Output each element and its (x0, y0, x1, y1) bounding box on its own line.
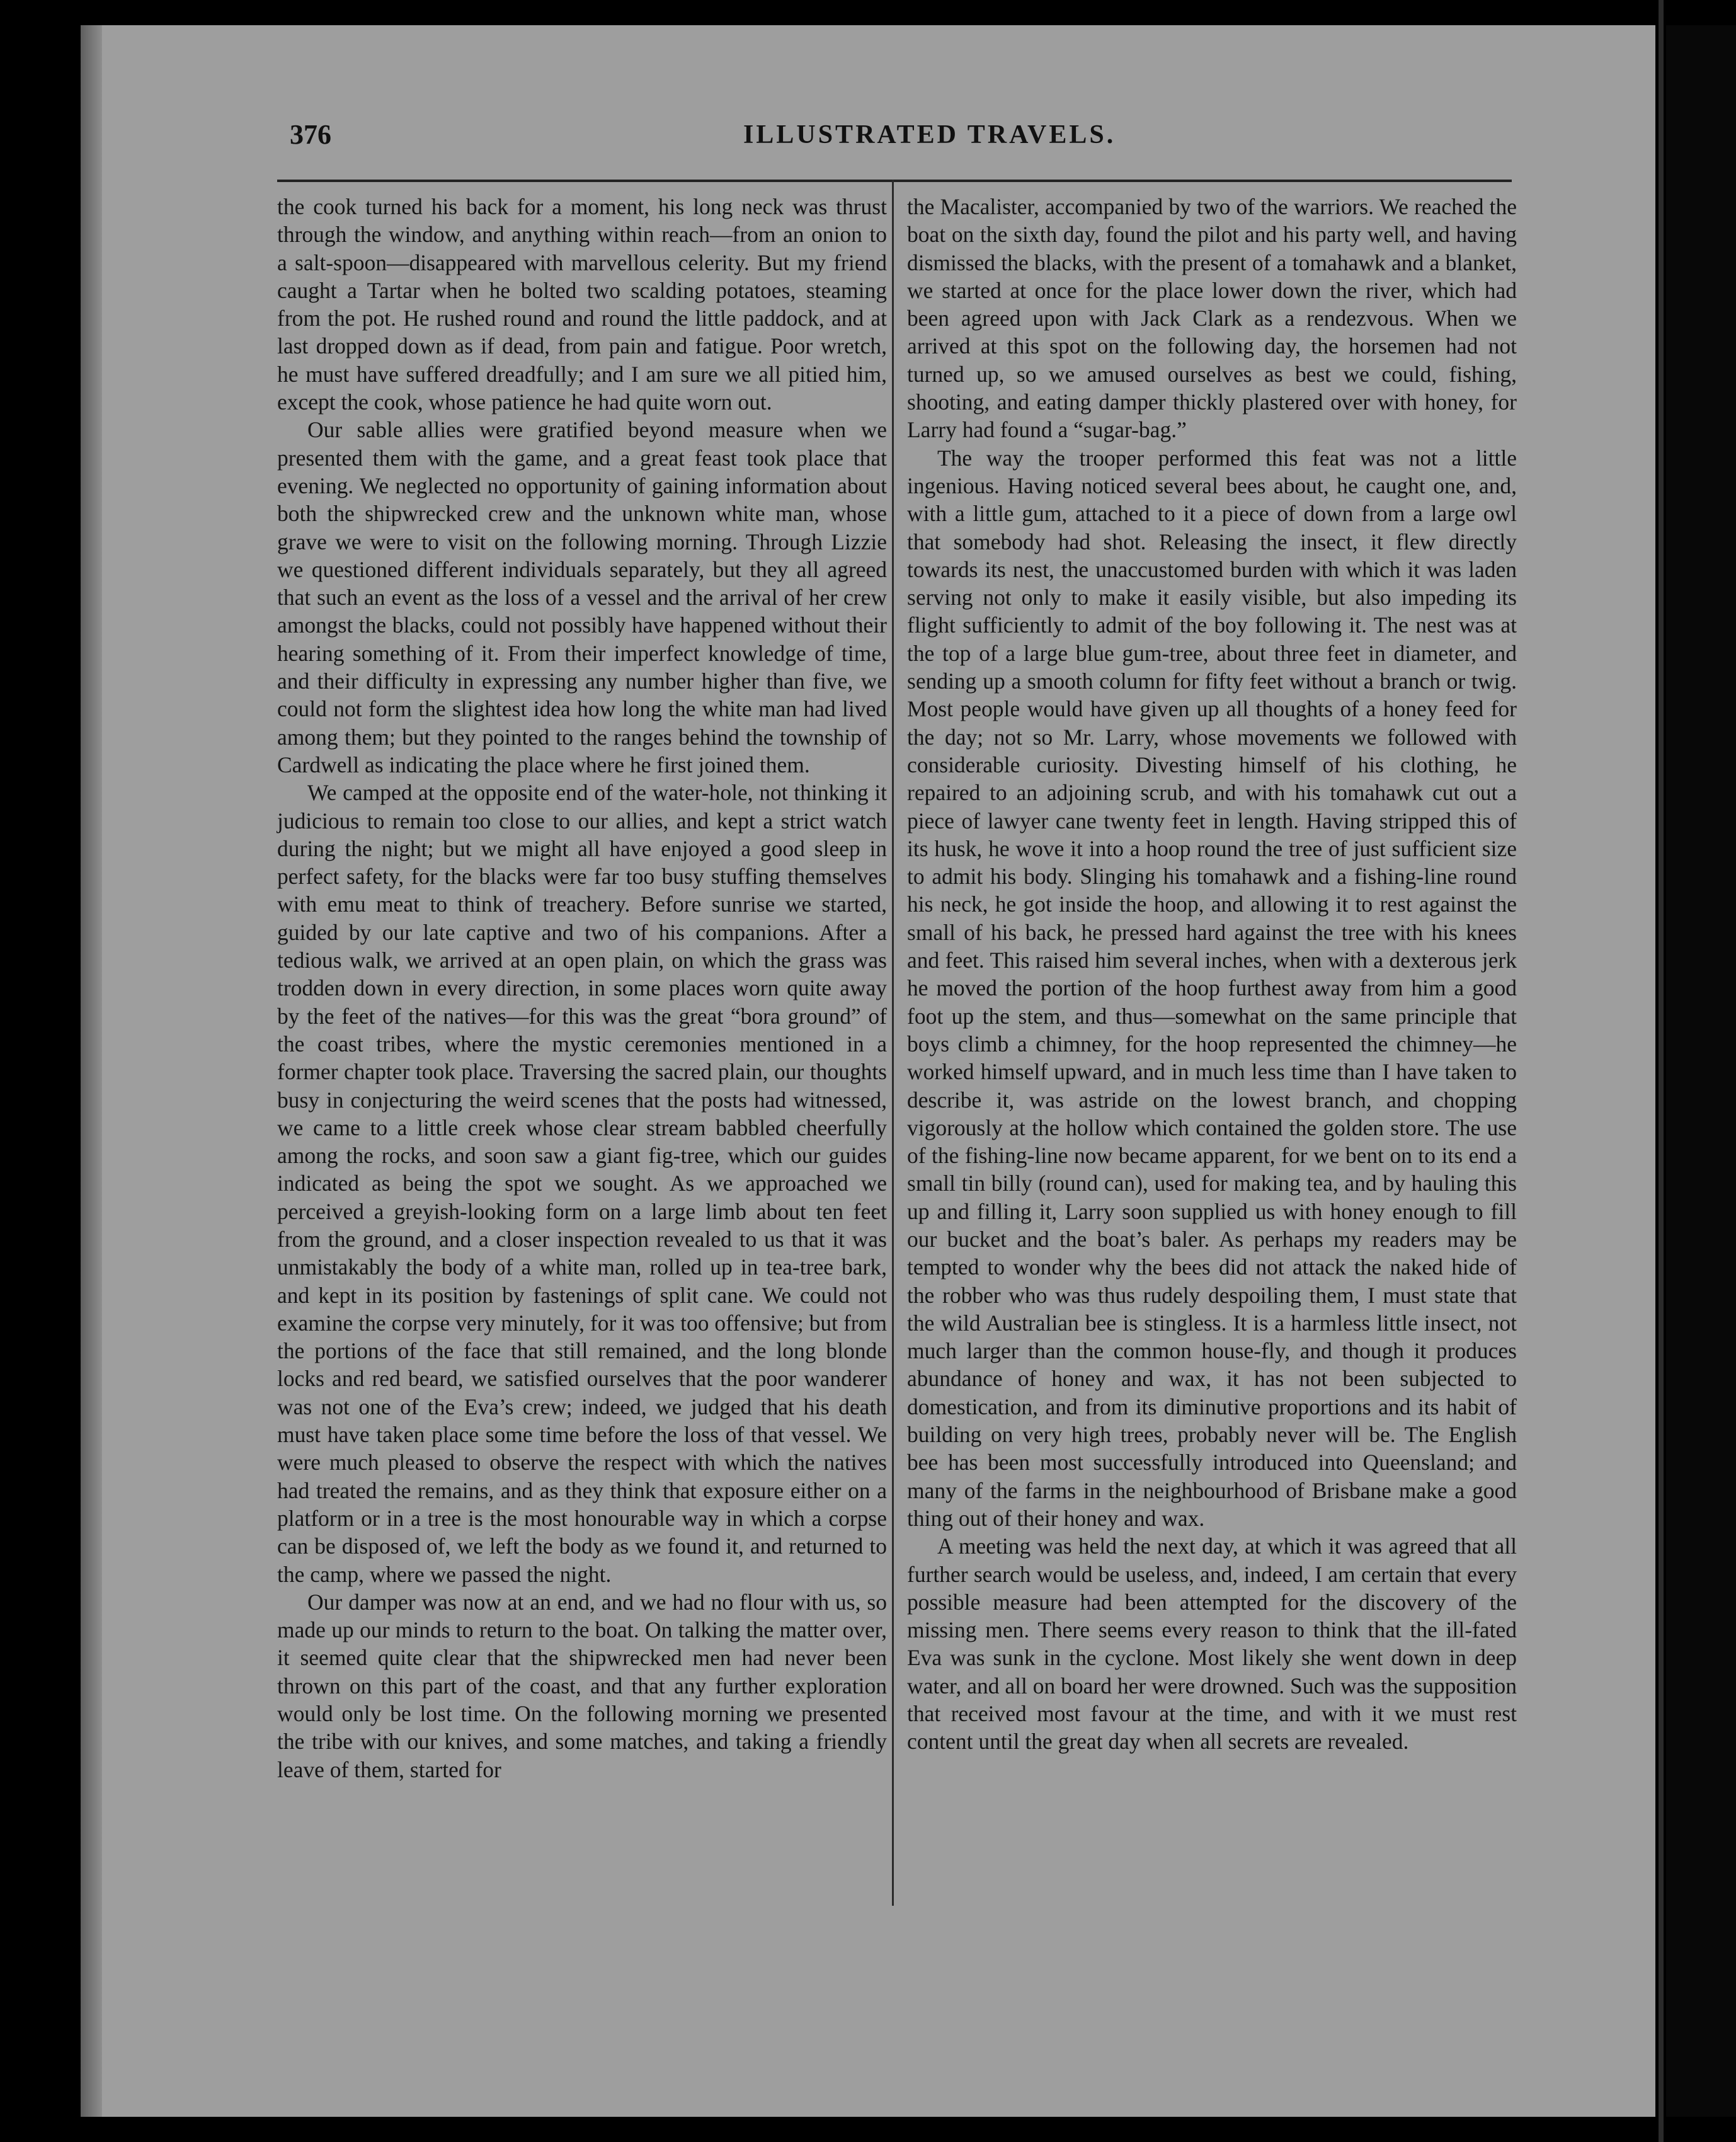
column-divider (892, 180, 894, 1906)
running-head: ILLUSTRATED TRAVELS. (743, 120, 1116, 149)
page-number: 376 (290, 119, 331, 150)
page-edge-strip (1659, 0, 1664, 2142)
scan-background (1666, 25, 1736, 2117)
binding-edge (81, 25, 102, 2117)
paragraph: Our damper was now at an end, and we had no flour with us, so made up our minds to return to the boat. On talking the matter over, it seemed quite clear that the shipwrecked men had never been thrown on this part of the coast, and that any further exploration would only be lost time. On the following morning we presented the tribe with our knives, and some matches, and taking a friendly leave of them, started for (277, 1589, 887, 1782)
paragraph: A meeting was held the next day, at which it was agreed that all further search would be useless, and, indeed, I am certain that every possible measure had been attempted for the discovery of the missing men. There seems every reason to think that the ill-fated Eva was sunk in the cyclone. Most likely she went down in deep water, and all on board her were drowned. Such was the supposition that received most favour at the time, and with it we must rest content until the great day when all secrets are revealed. (907, 1533, 1517, 1755)
page-header (290, 118, 1524, 163)
header-rule (277, 180, 1512, 182)
paragraph: Our sable allies were gratified beyond measure when we presented them with the game, and a great feast took place that evening. We neglected no opportunity of gaining information about both the shipwrecked crew and the unknown white man, whose grave we were to visit on the following morning. Through Lizzie we questioned different individuals separately, but they all agreed that such an event as the loss of a vessel and the arrival of her crew amongst the blacks, could not possibly have happened without their hearing something of it. From their imperfect knowledge of time, and their difficulty in expressing any number higher than five, we could not form the slightest idea how long the white man had lived among them; but they pointed to the ranges behind the township of Cardwell as indicating the place where he first joined them. (277, 417, 887, 777)
paragraph: the cook turned his back for a moment, his long neck was thrust through the window, and anything within reach—from an onion to a salt-spoon—disappeared with marvellous celerity. But my friend caught a Tartar when he bolted two scalding potatoes, steaming from the pot. He rushed round and round the little paddock, and at last dropped down as if dead, from pain and fatigue. Poor wretch, he must have suffered dreadfully; and I am sure we all pitied him, except the cook, whose patience he had quite worn out. (277, 194, 887, 415)
right-column (907, 193, 1517, 1756)
paragraph: The way the trooper performed this feat was not a little ingenious. Having noticed several bees about, he caught one, and, with a little gum, attached to it a piece of down from a large owl that somebody had shot. Releasing the insect, it flew directly towards its nest, the unaccustomed burden with which it was laden serving not only to make it easily visible, but also impeding its flight sufficiently to admit of the boy following it. The nest was at the top of a large blue gum-tree, about three feet in diameter, and sending up a smooth column for fifty feet without a branch or twig. Most people would have given up all thoughts of a honey feed for the day; not so Mr. Larry, whose movements we followed with considerable curiosity. Divesting himself of his clothing, he repaired to an adjoining scrub, and with his tomahawk cut out a piece of lawyer cane twenty feet in length. Having stripped this of its husk, he wove it into a hoop round the tree of just sufficient size to admit his body. Slinging his tomahawk and a fishing-line round his neck, he got inside the hoop, and allowing it to rest against the small of his back, he pressed hard against the tree with his knees and feet. This raised him several inches, when with a dexterous jerk he moved the portion of the hoop furthest away from him a good foot up the stem, and thus—somewhat on the same principle that boys climb a chimney, for the hoop represented the chimney—he worked himself upward, and in much less time than I have taken to describe it, was astride on the lowest branch, and chopping vigorously at the hollow which contained the golden store. The use of the fishing-line now became apparent, for we bent on to its end a small tin billy (round can), used for making tea, and by hauling this up and filling it, Larry soon supplied us with honey enough to fill our bucket and the boat’s baler. As perhaps my readers may be tempted to wonder why the bees did not attack the naked hide of the robber who was thus rudely despoiling them, I must state that the wild Australian bee is stingless. It is a harmless little insect, not much larger than the common house-fly, and though it produces abundance of honey and wax, it has not been subjected to domestication, and from its diminutive proportions and its habit of building on very high trees, probably never will be. The English bee has been most successfully introduced into Queensland; and many of the farms in the neighbourhood of Brisbane make a good thing out of their honey and wax. (907, 445, 1517, 1531)
left-column (277, 193, 887, 1784)
paragraph: We camped at the opposite end of the water-hole, not thinking it judicious to remain too close to our allies, and kept a strict watch during the night; but we might all have enjoyed a good sleep in perfect safety, for the blacks were far too busy stuffing themselves with emu meat to think of treachery. Before sunrise we started, guided by our late captive and two of his companions. After a tedious walk, we arrived at an open plain, on which the grass was trodden down in every direction, in some places worn quite away by the feet of the natives—for this was the great “bora ground” of the coast tribes, where the mystic ceremonies mentioned in a former chapter took place. Traversing the sacred plain, our thoughts busy in conjecturing the weird scenes that the posts had witnessed, we came to a little creek whose clear stream babbled cheerfully among the rocks, and soon saw a giant fig-tree, which our guides indicated as being the spot we sought. As we approached we perceived a greyish-looking form on a large limb about ten feet from the ground, and a closer inspection revealed to us that it was unmistakably the body of a white man, rolled up in tea-tree bark, and kept in its position by fastenings of split cane. We could not examine the corpse very minutely, for it was too offensive; but from the portions of the face that still remained, and the long blonde locks and red beard, we satisfied ourselves that the poor wanderer was not one of the Eva’s crew; indeed, we judged that his death must have taken place some time before the loss of that vessel. We were much pleased to observe the respect with which the natives had treated the remains, and as they think that exposure either on a platform or in a tree is the most honourable way in which a corpse can be disposed of, we left the body as we found it, and returned to the camp, where we passed the night. (277, 780, 887, 1587)
paragraph: the Macalister, accompanied by two of the warriors. We reached the boat on the sixth day, found the pilot and his party well, and having dismissed the blacks, with the present of a tomahawk and a blanket, we started at once for the place lower down the river, which had been agreed upon with Jack Clark as a rendezvous. When we arrived at this spot on the following day, the horsemen had not turned up, so we amused ourselves as best we could, fishing, shooting, and eating damper thickly plastered over with honey, for Larry had found a “sugar-bag.” (907, 194, 1517, 443)
